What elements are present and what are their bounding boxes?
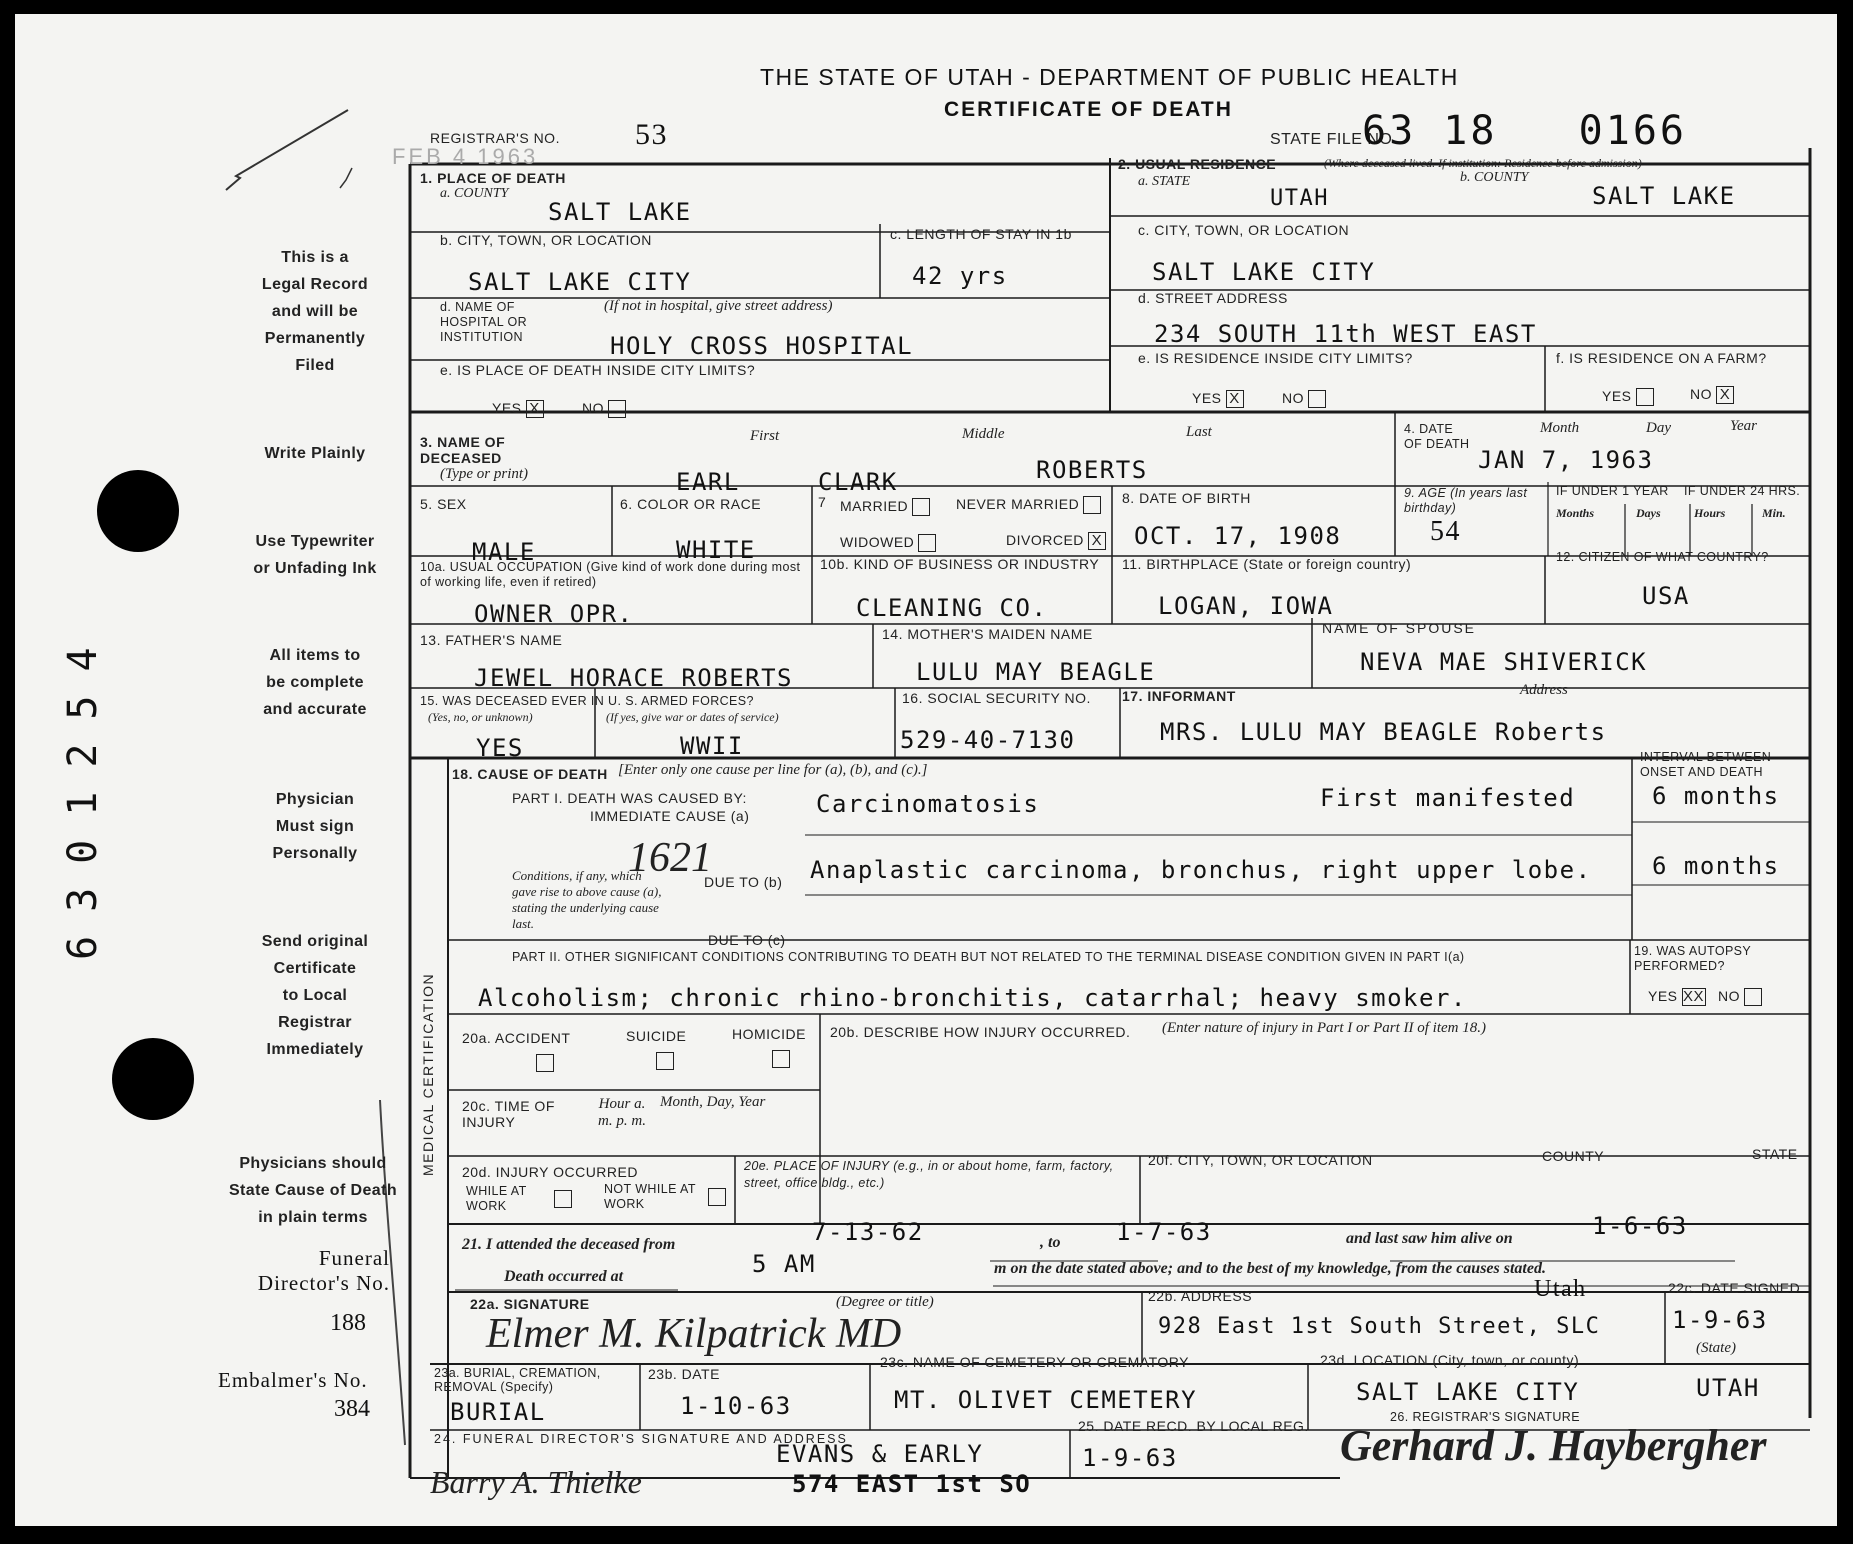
funeral-home-address: 574 EAST 1st SO — [792, 1470, 1032, 1498]
vertical-file-number: 6301254 — [60, 623, 106, 960]
physician-signature: Elmer M. Kilpatrick MD — [486, 1311, 902, 1357]
time-of-injury-label: 20c. TIME OF INJURY — [462, 1098, 555, 1130]
funeral-director-no: 188 — [330, 1310, 366, 1336]
burial-method: BURIAL — [450, 1398, 546, 1426]
interval-label: INTERVAL BETWEEN ONSET AND DEATH — [1640, 750, 1772, 779]
mother-maiden-name: LULU MAY BEAGLE — [916, 658, 1156, 686]
death-occurred-label: Death occurred at — [504, 1268, 624, 1285]
farm-no-box[interactable]: X — [1716, 386, 1734, 404]
last-saw-date: 1-6-63 — [1592, 1212, 1688, 1240]
inside-limits-no-box[interactable] — [608, 400, 626, 418]
stay-label: c. LENGTH OF STAY IN 1b — [890, 226, 1072, 242]
interval-a: 6 months — [1652, 782, 1780, 810]
not-while-at-work-box[interactable] — [708, 1188, 726, 1206]
middle-name: CLARK — [818, 468, 898, 496]
death-city: SALT LAKE CITY — [468, 268, 692, 296]
sidebar-physician-sign: Physician Must sign Personally — [272, 791, 358, 862]
part2-conditions: Alcoholism; chronic rhino-bronchitis, catarrhal; heavy smoker. — [478, 984, 1467, 1012]
funeral-director-label: Funeral Director's No. — [257, 1246, 390, 1295]
county-label: a. COUNTY — [440, 186, 509, 201]
suicide-box[interactable] — [656, 1052, 674, 1070]
sidebar-physicians-state: Physicians should State Cause of Death in plain terms — [228, 1155, 398, 1226]
street-address-label: d. STREET ADDRESS — [1138, 290, 1288, 306]
cause-code: 1621 — [628, 835, 712, 881]
address-label: Address — [1520, 682, 1568, 698]
hospital-name: HOLY CROSS HOSPITAL — [610, 332, 914, 360]
certifier-state: Utah — [1534, 1276, 1587, 1302]
farm-no: NO X — [1690, 386, 1734, 404]
burial-state-label: (State) — [1696, 1340, 1736, 1356]
inside-city-limits-yes: YES X — [492, 400, 544, 418]
married-option: MARRIED — [840, 498, 930, 516]
farm-yes-box[interactable] — [1636, 388, 1654, 406]
stamp-date: FEB 4 1963 — [392, 144, 539, 169]
type-or-print-note: (Type or print) — [440, 466, 529, 482]
funeral-home-name: EVANS & EARLY — [776, 1440, 984, 1468]
state-file-no-label: STATE FILE NO — [1270, 131, 1393, 148]
describe-injury-label: 20b. DESCRIBE HOW INJURY OCCURRED. — [830, 1024, 1131, 1040]
sidebar-send-original: Send original Certificate to Local Registrar Immediately — [261, 933, 369, 1058]
usual-residence-label: 2. USUAL RESIDENCE — [1118, 156, 1277, 172]
widowed-box[interactable] — [918, 534, 936, 552]
injury-occurred-label: 20d. INJURY OCCURRED — [462, 1164, 638, 1180]
certificate-subtitle: CERTIFICATE OF DEATH — [944, 98, 1233, 121]
attended-from: 7-13-62 — [812, 1218, 924, 1246]
divorced-option: DIVORCED X — [1006, 532, 1106, 550]
race-label: 6. COLOR OR RACE — [620, 496, 762, 512]
mdy-label: Month, Day, Year — [660, 1094, 766, 1110]
date-received: 1-9-63 — [1082, 1444, 1178, 1472]
residence-state: UTAH — [1270, 186, 1329, 211]
father-label: 13. FATHER'S NAME — [420, 632, 563, 648]
certificate-title: THE STATE OF UTAH - DEPARTMENT OF PUBLIC HEALTH — [760, 64, 1459, 90]
armed-note-yes-no: (Yes, no, or unknown) — [428, 710, 533, 724]
inside-city-limits-label: e. IS PLACE OF DEATH INSIDE CITY LIMITS? — [440, 362, 756, 378]
cause-of-death-label: 18. CAUSE OF DEATH — [452, 766, 608, 782]
war-service: WWII — [680, 732, 744, 760]
armed-note-war: (If yes, give war or dates of service) — [606, 710, 779, 724]
while-at-work-box[interactable] — [554, 1190, 572, 1208]
certifier-address: 928 East 1st South Street, SLC — [1158, 1314, 1601, 1339]
certifier-address-label: 22b. ADDRESS — [1148, 1288, 1253, 1304]
residence-farm-label: f. IS RESIDENCE ON A FARM? — [1556, 350, 1767, 366]
part1-label: PART I. DEATH WAS CAUSED BY: — [512, 790, 747, 806]
due-to-b-label: DUE TO (b) — [704, 874, 783, 890]
never-married-option: NEVER MARRIED — [956, 496, 1101, 514]
attended-from-label: 21. I attended the deceased from — [462, 1236, 676, 1253]
death-county: SALT LAKE — [548, 198, 692, 226]
hours-label: Hours — [1694, 506, 1726, 520]
interval-b: 6 months — [1652, 852, 1780, 880]
residence-note: (Where deceased lived. If institution: Residence before admission) — [1324, 156, 1642, 170]
embalmer-label: Embalmer's No. — [218, 1368, 368, 1392]
sidebar-write-plainly: Write Plainly — [264, 445, 366, 462]
citizen-label: 12. CITIZEN OF WHAT COUNTRY? — [1556, 550, 1769, 564]
length-of-stay: 42 yrs — [912, 262, 1008, 290]
residence-inside-limits-label: e. IS RESIDENCE INSIDE CITY LIMITS? — [1138, 350, 1413, 366]
residence-state-label: a. STATE — [1138, 174, 1191, 189]
divorced-box[interactable]: X — [1088, 532, 1106, 550]
injury-city-label: 20f. CITY, TOWN, OR LOCATION — [1148, 1152, 1373, 1168]
first-name: EARL — [676, 468, 740, 496]
death-time: 5 AM — [752, 1250, 816, 1278]
accident-box[interactable] — [536, 1054, 554, 1072]
citizenship: USA — [1642, 582, 1690, 610]
attended-to-label: , to — [1040, 1234, 1061, 1251]
burial-location-label: 23d. LOCATION (City, town, or county) — [1320, 1352, 1580, 1368]
attendance-statement: m on the date stated above; and to the best of my knowledge, from the causes stated. — [994, 1260, 1546, 1277]
residence-city-label: c. CITY, TOWN, OR LOCATION — [1138, 222, 1350, 238]
residence-county-label: b. COUNTY — [1460, 170, 1529, 185]
burial-label: 23a. BURIAL, CREMATION, REMOVAL (Specify) — [434, 1366, 601, 1394]
dob-label: 8. DATE OF BIRTH — [1122, 490, 1251, 506]
hospital-label: d. NAME OF HOSPITAL OR INSTITUTION — [440, 300, 528, 344]
race: WHITE — [676, 536, 756, 564]
residence-city: SALT LAKE CITY — [1152, 258, 1376, 286]
autopsy-no-box[interactable] — [1744, 988, 1762, 1006]
social-security-no: 529-40-7130 — [900, 726, 1076, 754]
place-of-death-label: 1. PLACE OF DEATH — [420, 170, 566, 186]
marital-num: 7 — [818, 494, 827, 510]
occupation-label: 10a. USUAL OCCUPATION (Give kind of work done during most of working life, even if retired) — [420, 560, 801, 589]
month-label: Month — [1540, 420, 1580, 436]
due-to-c-label: DUE TO (c) — [708, 932, 786, 948]
inside-city-limits-no: NO — [582, 400, 626, 418]
autopsy-no: NO — [1718, 988, 1762, 1006]
signature-label: 22a. SIGNATURE — [470, 1296, 590, 1312]
age: 54 — [1430, 516, 1461, 547]
registrars-no-label: REGISTRAR'S NO. — [430, 130, 560, 146]
spouse-label: NAME OF SPOUSE — [1322, 620, 1477, 636]
business: CLEANING CO. — [856, 594, 1048, 622]
registrar-signature-label: 26. REGISTRAR'S SIGNATURE — [1390, 1410, 1580, 1424]
date-signed-label: 22c. DATE SIGNED — [1668, 1280, 1801, 1296]
residence-inside-no-box[interactable] — [1308, 390, 1326, 408]
homicide-box[interactable] — [772, 1050, 790, 1068]
date-of-birth: OCT. 17, 1908 — [1134, 522, 1342, 550]
cause-a: Carcinomatosis — [816, 790, 1040, 818]
first-manifested: First manifested — [1320, 784, 1576, 812]
spouse-name: NEVA MAE SHIVERICK — [1360, 648, 1648, 676]
describe-injury-note: (Enter nature of injury in Part I or Part II of item 18.) — [1162, 1020, 1486, 1036]
not-while-at-work: NOT WHILE AT WORK — [604, 1182, 726, 1212]
cemetery-name: MT. OLIVET CEMETERY — [894, 1386, 1198, 1414]
birthplace: LOGAN, IOWA — [1158, 592, 1334, 620]
never-married-box[interactable] — [1083, 496, 1101, 514]
state-file-no: 63 18 0166 — [1362, 108, 1687, 154]
day-label: Day — [1646, 420, 1671, 436]
informant: MRS. LULU MAY BEAGLE Roberts — [1160, 718, 1607, 746]
sidebar-all-items: All items to be complete and accurate — [263, 647, 367, 718]
accident-label: 20a. ACCIDENT — [462, 1030, 571, 1046]
sex: MALE — [472, 538, 536, 566]
occupation: OWNER OPR. — [474, 600, 634, 628]
armed-forces: YES — [476, 734, 524, 762]
cause-note: [Enter only one cause per line for (a), (b), and (c).] — [618, 762, 928, 778]
inside-limits-yes-box[interactable]: X — [526, 400, 544, 418]
deceased-name-label: 3. NAME OF DECEASED — [420, 434, 506, 466]
married-box[interactable] — [912, 498, 930, 516]
registrars-no: 53 — [635, 118, 668, 151]
under-24-hrs-label: IF UNDER 24 HRS. — [1684, 484, 1801, 498]
age-label: 9. AGE (In years last birthday) — [1404, 486, 1528, 515]
residence-county: SALT LAKE — [1592, 182, 1736, 210]
widowed-option: WIDOWED — [840, 534, 936, 552]
last-saw-label: and last saw him alive on — [1346, 1230, 1513, 1247]
embalmer-no: 384 — [334, 1396, 370, 1422]
residence-inside-yes-box[interactable]: X — [1226, 390, 1244, 408]
months-label: Months — [1556, 506, 1595, 520]
sidebar-typewriter: Use Typewriter or Unfading Ink — [253, 533, 377, 577]
burial-date: 1-10-63 — [680, 1392, 792, 1420]
first-name-label: First — [750, 428, 780, 444]
funeral-director-sig-label: 24. FUNERAL DIRECTOR'S SIGNATURE AND ADDRESS — [434, 1432, 848, 1446]
homicide-label: HOMICIDE — [732, 1026, 806, 1042]
date-of-death-label: 4. DATE OF DEATH — [1404, 422, 1470, 451]
autopsy-yes-box[interactable]: XX — [1683, 988, 1705, 1006]
funeral-director-signature: Barry A. Thielke — [430, 1464, 642, 1500]
street-address: 234 SOUTH 11th WEST EAST — [1154, 320, 1537, 348]
days-label: Days — [1636, 506, 1661, 520]
ssn-label: 16. SOCIAL SECURITY NO. — [902, 690, 1091, 706]
sex-label: 5. SEX — [420, 496, 467, 512]
injury-state-label: STATE — [1752, 1146, 1798, 1162]
injury-county-label: COUNTY — [1542, 1148, 1605, 1164]
immediate-cause-label: IMMEDIATE CAUSE (a) — [590, 808, 750, 824]
farm-yes: YES — [1602, 388, 1654, 406]
birthplace-label: 11. BIRTHPLACE (State or foreign country) — [1122, 556, 1412, 572]
armed-forces-label: 15. WAS DECEASED EVER IN U. S. ARMED FORCES? — [420, 694, 754, 708]
business-label: 10b. KIND OF BUSINESS OR INDUSTRY — [820, 556, 1100, 572]
medical-certification-label: MEDICAL CERTIFICATION — [420, 972, 436, 1176]
min-label: Min. — [1762, 506, 1786, 520]
while-at-work: WHILE AT WORK — [466, 1184, 572, 1214]
year-label: Year — [1730, 418, 1757, 434]
last-name-label: Last — [1186, 424, 1212, 440]
hospital-note: (If not in hospital, give street address) — [604, 298, 833, 314]
conditions-note: Conditions, if any, which gave rise to above cause (a), stating the underlying cause last. — [512, 868, 662, 931]
degree-label: (Degree or title) — [836, 1294, 934, 1310]
place-of-injury-label: 20e. PLACE OF INJURY (e.g., in or about home, farm, factory, street, office bldg., etc.) — [744, 1159, 1114, 1190]
residence-inside-yes: YES X — [1192, 390, 1244, 408]
hour-label: Hour a. m. p. m. — [598, 1096, 646, 1129]
mother-label: 14. MOTHER'S MAIDEN NAME — [882, 626, 1093, 642]
suicide-label: SUICIDE — [626, 1028, 687, 1044]
informant-label: 17. INFORMANT — [1122, 688, 1236, 704]
burial-date-label: 23b. DATE — [648, 1366, 720, 1382]
date-of-death: JAN 7, 1963 — [1478, 446, 1654, 474]
autopsy-yes: YES XX — [1648, 988, 1705, 1006]
under-1-year-label: IF UNDER 1 YEAR — [1556, 484, 1669, 498]
residence-inside-no: NO — [1282, 390, 1326, 408]
part2-label: PART II. OTHER SIGNIFICANT CONDITIONS CONTRIBUTING TO DEATH BUT NOT RELATED TO THE TERMINAL DISEASE CONDITION GIVEN IN PART I(a) — [512, 950, 1465, 964]
date-received-label: 25. DATE RECD. BY LOCAL REG. — [1078, 1418, 1309, 1434]
burial-state: UTAH — [1696, 1374, 1760, 1402]
date-signed: 1-9-63 — [1672, 1306, 1768, 1334]
attended-to: 1-7-63 — [1116, 1218, 1212, 1246]
middle-name-label: Middle — [962, 426, 1005, 442]
autopsy-label: 19. WAS AUTOPSY PERFORMED? — [1634, 944, 1751, 973]
cause-b: Anaplastic carcinoma, bronchus, right upper lobe. — [810, 856, 1592, 884]
father-name: JEWEL HORACE ROBERTS — [474, 664, 793, 692]
burial-location: SALT LAKE CITY — [1356, 1378, 1580, 1406]
registrar-signature: Gerhard J. Haybergher — [1340, 1421, 1767, 1470]
sidebar-legal-record: This is a Legal Record and will be Permanently Filed — [261, 249, 369, 374]
city-label: b. CITY, TOWN, OR LOCATION — [440, 232, 652, 248]
cemetery-label: 23c. NAME OF CEMETERY OR CREMATORY — [880, 1354, 1189, 1370]
last-name: ROBERTS — [1036, 456, 1148, 484]
